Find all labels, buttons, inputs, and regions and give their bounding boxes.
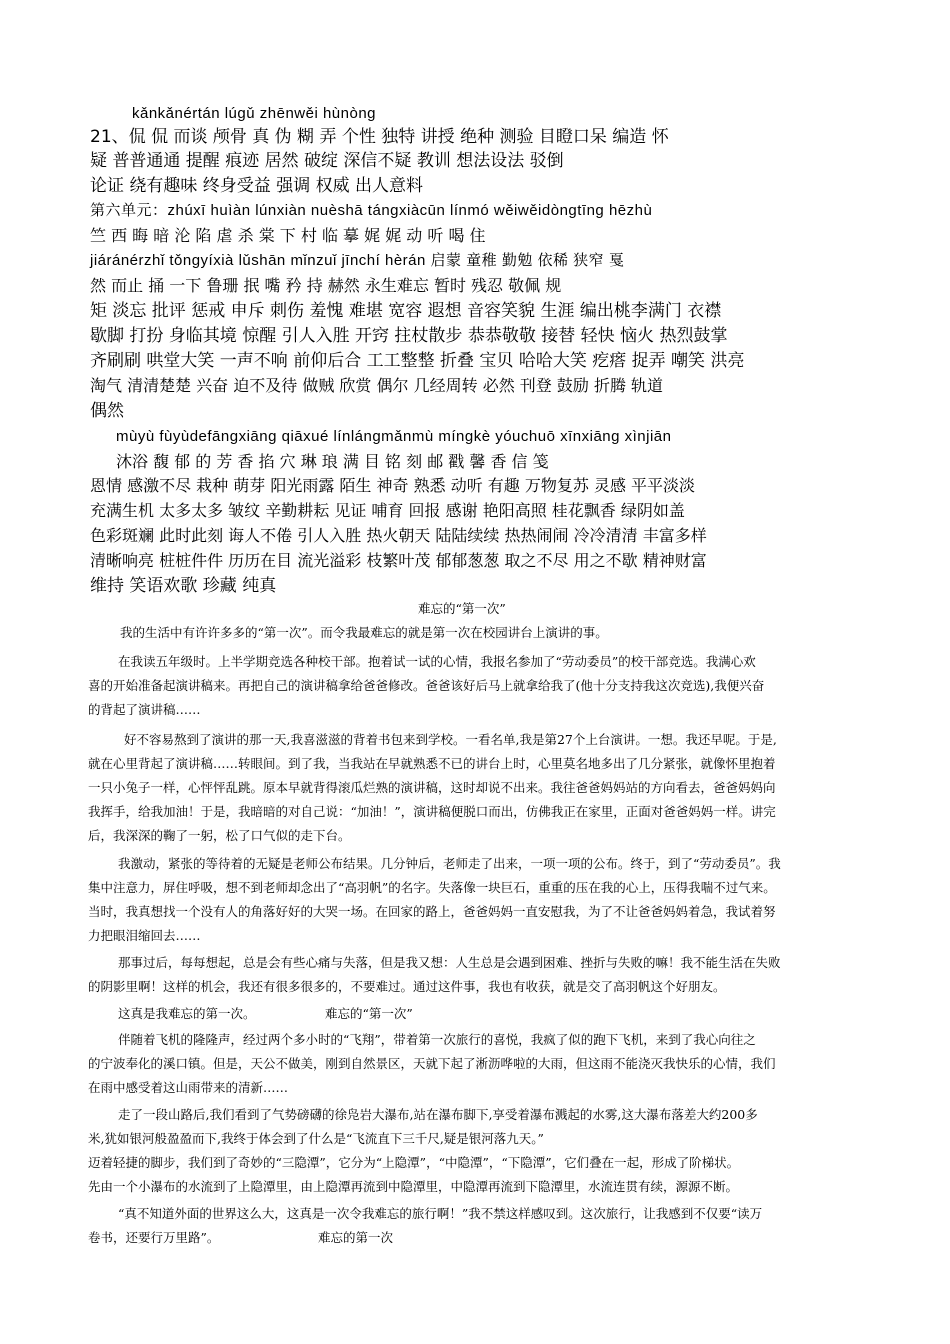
pinyin-line-7: jiáránérzhǐ tǒngyíxià lǔshān mǐnzuǐ jīnchí hèrán 启蒙 童稚 勤勉 依稀 狭窄 戛	[90, 252, 625, 269]
vocab-line-4: 论证 绕有趣味 终身受益 强调 权威 出人意料	[90, 176, 424, 196]
essay-2-title: 难忘的“第一次”	[325, 1006, 413, 1021]
vocab-line-12: 淘气 清清楚楚 兴奋 迫不及待 做贼 欣赏 偶尔 几经周转 必然 刊登 鼓励 折腾 轨道	[90, 376, 664, 395]
vocab-line-13: 偶然	[90, 401, 124, 421]
essay-1-p3d: 我挥手，给我加油！于是，我暗暗的对自己说：“加油！”，演讲稿便脱口而出，仿佛我正在家里，正面对爸爸妈妈一样。讲完	[88, 804, 776, 819]
vocab-line-10: 歇脚 打扮 身临其境 惊醒 引人入胜 开窍 拄杖散步 恭恭敬敬 接替 轻快 恼火 热烈鼓掌	[90, 326, 728, 346]
essay-2-p1a: 伴随着飞机的隆隆声，经过两个多小时的“飞翔”，带着第一次旅行的喜悦，我疯了似的跑下飞机，来到了我心向往之	[118, 1032, 756, 1047]
vocab-line-18: 色彩斑斓 此时此刻 诲人不倦 引人入胜 热火朝天 陆陆续续 热热闹闹 冷冷清清 丰富多样	[90, 526, 707, 545]
vocab-line-6: 竺 西 晦 暗 沦 陷 虐 杀 棠 下 村 临 摹 娓 娓 动 听 喝 住	[90, 226, 486, 245]
vocab-line-15: 沐浴 馥 郁 的 芳 香 掐 穴 琳 琅 满 目 铭 刻 邮 戳 馨 香 信 笺	[116, 452, 549, 471]
essay-2-p3b: 先由一个小瀑布的水流到了上隐潭里，由上隐潭再流到中隐潭里，中隐潭再流到下隐潭里，水流连贯有续，源源不断。	[88, 1179, 739, 1194]
essay-1-p4c: 当时，我真想找一个没有人的角落好好的大哭一场。在回家的路上，爸爸妈妈一直安慰我，为了不让爸爸妈妈着急，我试着努	[88, 904, 776, 919]
vocab-line-17: 充满生机 太多太多 皱纹 辛勤耕耘 见证 哺育 回报 感谢 艳阳高照 桂花飘香 绿阴如盖	[90, 501, 685, 520]
essay-1-p4b: 集中注意力，屏住呼吸，想不到老师却念出了“高羽帆”的名字。失落像一块巨石，重重的压在我的心上，压得我喘不过气来。	[88, 880, 776, 895]
essay-1-p4a: 我激动，紧张的等待着的无疑是老师公布结果。几分钟后，老师走了出来，一项一项的公布。终于，到了“劳动委员”。我	[118, 856, 781, 871]
essay-2-p1c: 在雨中感受着这山雨带来的清新……	[88, 1080, 289, 1095]
essay-1-closing: 这真是我难忘的第一次。	[118, 1006, 256, 1021]
vocab-line-3: 疑 普普通通 提醒 痕迹 居然 破绽 深信不疑 教训 想法设法 驳倒	[90, 151, 564, 171]
pinyin-line-1: kǎnkǎnértán lúgǔ zhēnwěi hùnòng	[132, 105, 377, 122]
essay-1-p3b: 就在心里背起了演讲稿……转眼间。到了我，当我站在早就熟悉不已的讲台上时，心里莫名地多出了几分紧张，就像怀里抱着	[88, 756, 776, 771]
vocab-line-16: 恩情 感激不尽 栽种 萌芽 阳光雨露 陌生 神奇 熟悉 动听 有趣 万物复苏 灵感 平平淡淡	[90, 476, 696, 495]
essay-2-p2a: 走了一段山路后,我们看到了气势磅礴的徐凫岩大瀑布,站在瀑布脚下,享受着瀑布溅起的水雾,这大瀑布落差大约200多	[118, 1107, 758, 1122]
vocab-line-20: 维持 笑语欢歌 珍藏 纯真	[90, 576, 277, 596]
essay-2-p2b: 米,犹如银河般盈盈而下,我终于体会到了什么是“飞流直下三千尺,疑是银河落九天。”	[88, 1131, 544, 1146]
vocab-line-9: 矩 淡忘 批评 惩戒 申斥 刺伤 羞愧 难堪 宽容 遐想 音容笑貌 生涯 编出桃李满门 衣襟	[90, 301, 722, 321]
essay-1-p2c: 的背起了演讲稿……	[88, 702, 201, 717]
essay-1-p3a: 好不容易熬到了演讲的那一天,我喜滋滋的背着书包来到学校。一看名单,我是第27个上台演讲。一想。我还早呢。于是,	[124, 732, 777, 747]
essay-1-title: 难忘的“第一次”	[418, 601, 506, 616]
essay-2-p4a: “真不知道外面的世界这么大，这真是一次令我难忘的旅行啊！”我不禁这样感叹到。这次旅行，让我感到不仅要“读万	[118, 1206, 763, 1221]
vocab-line-2: 21、侃 侃 而谈 颅骨 真 伪 糊 弄 个性 独特 讲授 绝种 测验 目瞪口呆 编造 怀	[90, 127, 669, 147]
essay-2-p1b: 的宁波奉化的溪口镇。但是，天公不做美，刚到自然景区，天就下起了淅沥哗啦的大雨，但这雨不能浇灭我快乐的心情，我们	[88, 1056, 776, 1071]
essay-1-p2b: 喜的开始准备起演讲稿来。再把自己的演讲稿拿给爸爸修改。爸爸该好后马上就拿给我了(他十分支持我这次竞选),我便兴奋	[88, 678, 765, 693]
vocab-line-19: 清晰响亮 桩桩件件 历历在目 流光溢彩 枝繁叶茂 郁郁葱葱 取之不尽 用之不歇 精神财富	[90, 551, 707, 570]
essay-2-p4b: 卷书，还要行万里路”。	[88, 1230, 220, 1245]
vocab-line-8: 然 而止 捅 一下 鲁珊 抿 嘴 矜 持 赫然 永生难忘 暂时 残忍 敬佩 规	[90, 276, 562, 295]
vocab-line-11: 齐刷刷 哄堂大笑 一声不响 前仰后合 工工整整 折叠 宝贝 哈哈大笑 疙瘩 捉弄 嘲笑 洪亮	[90, 351, 745, 371]
pinyin-line-14: mùyù fùyùdefāngxiāng qiāxué línlángmǎnmù míngkè yóuchuō xīnxiāng xìnjiān	[116, 428, 672, 445]
unit-six-pinyin-line: 第六单元：zhúxī huìàn lúnxiàn nuèshā tángxiàcūn línmó wěiwěidòngtīng hēzhù	[90, 202, 653, 219]
essay-3-title: 难忘的第一次	[318, 1230, 394, 1245]
essay-2-p3a: 迈着轻捷的脚步，我们到了奇妙的“三隐潭”，它分为“上隐潭”，“中隐潭”，“下隐潭”，它们叠在一起，形成了阶梯状。	[88, 1155, 740, 1170]
essay-1-p5a: 那事过后，每每想起，总是会有些心痛与失落，但是我又想：人生总是会遇到困难、挫折与失败的嘛！我不能生活在失败	[118, 955, 781, 970]
essay-1-p3e: 后，我深深的鞠了一躬，松了口气似的走下台。	[88, 828, 351, 843]
essay-1-p4d: 力把眼泪缩回去……	[88, 928, 201, 943]
essay-1-p2a: 在我读五年级时。上半学期竞选各种校干部。抱着试一试的心情，我报名参加了“劳动委员”的校干部竞选。我满心欢	[118, 654, 756, 669]
essay-1-p5b: 的阴影里啊！这样的机会，我还有很多很多的，不要难过。通过这件事，我也有收获，就是交了高羽帆这个好朋友。	[88, 979, 726, 994]
essay-1-p3c: 一只小兔子一样，心怦怦乱跳。原本早就背得滚瓜烂熟的演讲稿，这时却说不出来。我往爸爸妈妈站的方向看去，爸爸妈妈向	[88, 780, 776, 795]
essay-1-p1: 我的生活中有许许多多的“第一次”。而令我最难忘的就是第一次在校园讲台上演讲的事。	[120, 625, 608, 640]
